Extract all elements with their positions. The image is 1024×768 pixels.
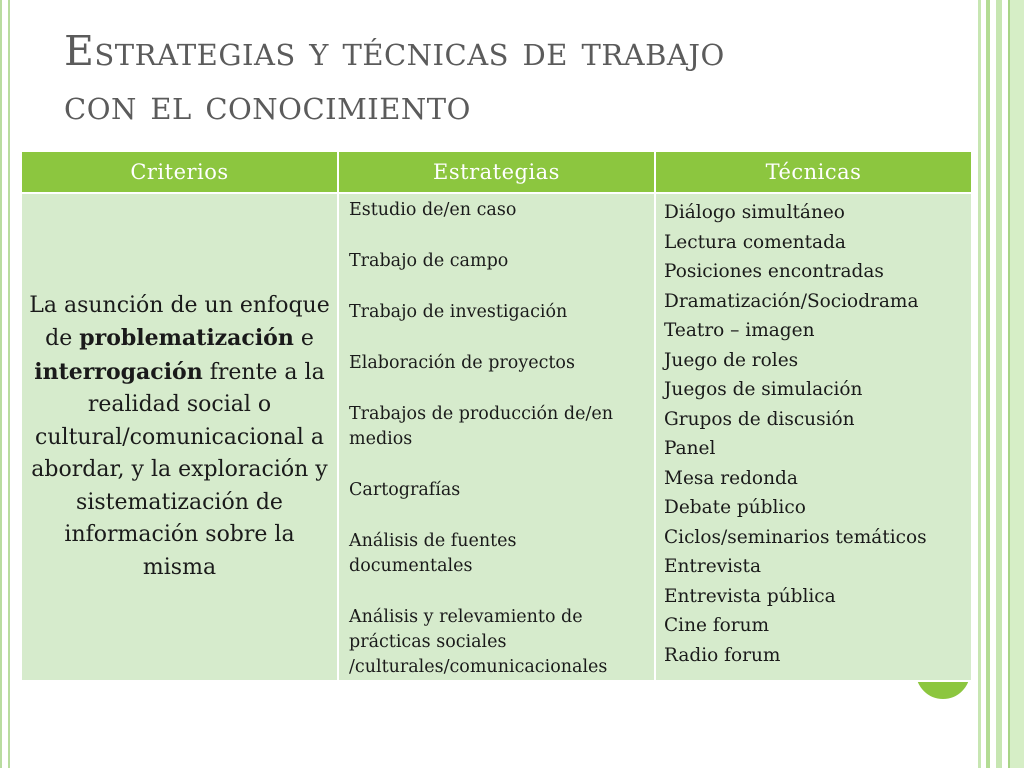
header-criterios: Criterios [21, 151, 338, 193]
slide-title-line-2: con el conocimiento [64, 81, 471, 129]
cell-tecnicas [655, 193, 972, 681]
criterio-text [22, 290, 337, 585]
list-item: Elaboración de proyectos [349, 353, 575, 373]
slide-frame-left [0, 0, 10, 768]
list-item: Trabajo de investigación [349, 302, 568, 322]
list-item: Cine forum [664, 615, 770, 636]
tecnicas-list [656, 194, 971, 670]
criterio-text-part: La asunción de un enfoque de [29, 292, 330, 352]
list-item: Mesa redonda [664, 467, 798, 489]
list-item: Teatro – imagen [664, 320, 815, 341]
criterio-text-part: e [293, 326, 314, 352]
cell-estrategias [338, 193, 655, 681]
strategies-table [20, 150, 973, 682]
estrategias-list [339, 194, 654, 680]
slide-title-line-1: Estrategias y técnicas de trabajo [64, 27, 725, 75]
cell-criterio [21, 193, 338, 681]
list-item: Análisis y relevamiento de prácticas sociales /culturales/comunicacionales [349, 607, 608, 677]
frame-stripe [1008, 0, 1024, 768]
list-item: Cartografías [349, 480, 461, 500]
list-item: Trabajos de producción de/en medios [349, 404, 613, 449]
criterio-text-part: frente a la realidad social o cultural/comunicacional a abordar, y la exploración y sistematización de información sobre la misma [31, 359, 328, 580]
list-item: Posiciones encontradas [664, 261, 884, 282]
list-item: Debate público [664, 497, 806, 518]
frame-stripe [978, 0, 981, 768]
list-item: Juego de roles [664, 349, 799, 371]
list-item: Análisis de fuentes documentales [349, 531, 517, 576]
frame-stripe [986, 0, 990, 768]
table-row [21, 193, 972, 681]
header-tecnicas: Técnicas [655, 151, 972, 193]
slide-title [64, 24, 944, 132]
table-header-row [21, 151, 972, 193]
list-item: Ciclos/seminarios temáticos [664, 526, 927, 548]
frame-stripe [996, 0, 1002, 768]
list-item: Entrevista pública [664, 585, 836, 607]
criterio-bold-term: interrogación [34, 358, 203, 385]
list-item: Panel [664, 438, 716, 459]
list-item: Radio forum [664, 644, 781, 666]
criterio-bold-term: problematización [79, 325, 294, 352]
list-item: Trabajo de campo [349, 251, 509, 271]
list-item: Entrevista [664, 556, 761, 577]
list-item: Diálogo simultáneo [664, 202, 845, 223]
list-item: Estudio de/en caso [349, 200, 517, 220]
list-item: Grupos de discusión [664, 408, 855, 430]
list-item: Lectura comentada [664, 231, 846, 253]
slide-frame-right [978, 0, 1024, 768]
header-estrategias: Estrategias [338, 151, 655, 193]
list-item: Juegos de simulación [664, 379, 863, 400]
list-item: Dramatización/Sociodrama [664, 290, 919, 312]
